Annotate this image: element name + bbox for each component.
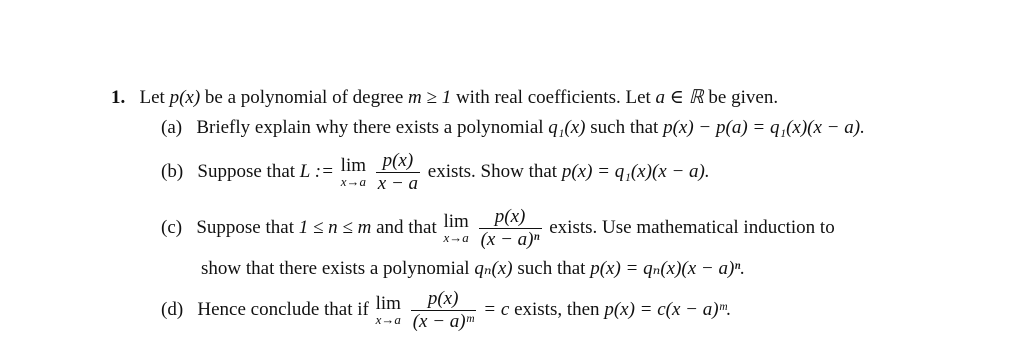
math-eq-d-c: = c — [478, 298, 510, 320]
lim-sub: x→a — [443, 229, 469, 245]
intro-text-2: be a polynomial of degree — [200, 87, 409, 108]
part-b-text2: exists. Show that — [427, 160, 562, 182]
part-c-text: Suppose that — [196, 216, 299, 238]
fraction-b-den: x − a — [377, 173, 419, 194]
part-d-label: (d) — [161, 298, 184, 320]
fraction-d-num: p(x) — [427, 288, 459, 309]
intro-text-4: be given. — [703, 87, 779, 108]
fraction-d-den: (x − a)ᵐ — [412, 311, 474, 332]
limit-b — [340, 154, 367, 189]
part-c-text5: such that — [512, 258, 591, 279]
part-a-text2: such that — [585, 117, 664, 138]
part-c-text3: exists. Use mathematical induction to — [549, 216, 835, 238]
limit-c — [443, 210, 469, 245]
part-b-text: Suppose that — [197, 160, 300, 182]
fraction-c-den: (x − a)ⁿ — [480, 229, 540, 250]
lim-word: lim — [340, 154, 367, 176]
part-c-line-1 — [161, 206, 835, 251]
lim-sub: x→a — [375, 311, 401, 327]
math-degree: m ≥ 1 — [408, 87, 452, 108]
intro-text-3: with real coefficients. Let — [451, 87, 656, 108]
fraction-c — [479, 206, 542, 251]
part-d — [161, 288, 731, 333]
math-px: p(x) — [169, 87, 201, 108]
fraction-b — [376, 150, 420, 195]
part-c-line-2 — [201, 257, 745, 280]
fraction-c-num: p(x) — [494, 206, 526, 227]
part-d-text: Hence conclude that if — [197, 298, 374, 320]
part-a-label: (a) — [161, 117, 183, 138]
lim-sub: x→a — [340, 173, 366, 189]
part-a-text: Briefly explain why there exists a polynomial — [196, 117, 549, 138]
limit-d — [375, 292, 401, 327]
math-eq-b: p(x) = q₁(x)(x − a). — [561, 160, 710, 182]
part-c-text4: show that there exists a polynomial — [201, 258, 475, 279]
problem-number: 1. — [111, 87, 126, 108]
part-b — [161, 150, 710, 195]
part-a — [161, 117, 865, 139]
problem-statement — [111, 86, 778, 109]
part-c-text2: and that — [371, 216, 442, 238]
math-a-in-r: a ∈ ℝ — [655, 87, 704, 108]
lim-word: lim — [443, 210, 469, 232]
math-eq-a: p(x) − p(a) = q₁(x)(x − a). — [663, 117, 865, 138]
fraction-d — [411, 288, 476, 333]
math-qnx: qₙ(x) — [474, 258, 513, 279]
lim-word: lim — [375, 292, 401, 314]
math-q1x: q₁(x) — [548, 117, 586, 138]
intro-text-1: Let — [139, 87, 170, 108]
math-n-range: 1 ≤ n ≤ m — [298, 216, 372, 238]
part-c-label: (c) — [161, 216, 183, 238]
math-eq-d: p(x) = c(x − a)ᵐ. — [604, 298, 732, 320]
fraction-b-num: p(x) — [382, 150, 414, 171]
part-d-text2: exists, then — [509, 298, 605, 320]
math-l-def: L := — [299, 160, 339, 182]
math-eq-c: p(x) = qₙ(x)(x − a)ⁿ. — [590, 258, 746, 279]
part-b-label: (b) — [161, 160, 184, 182]
